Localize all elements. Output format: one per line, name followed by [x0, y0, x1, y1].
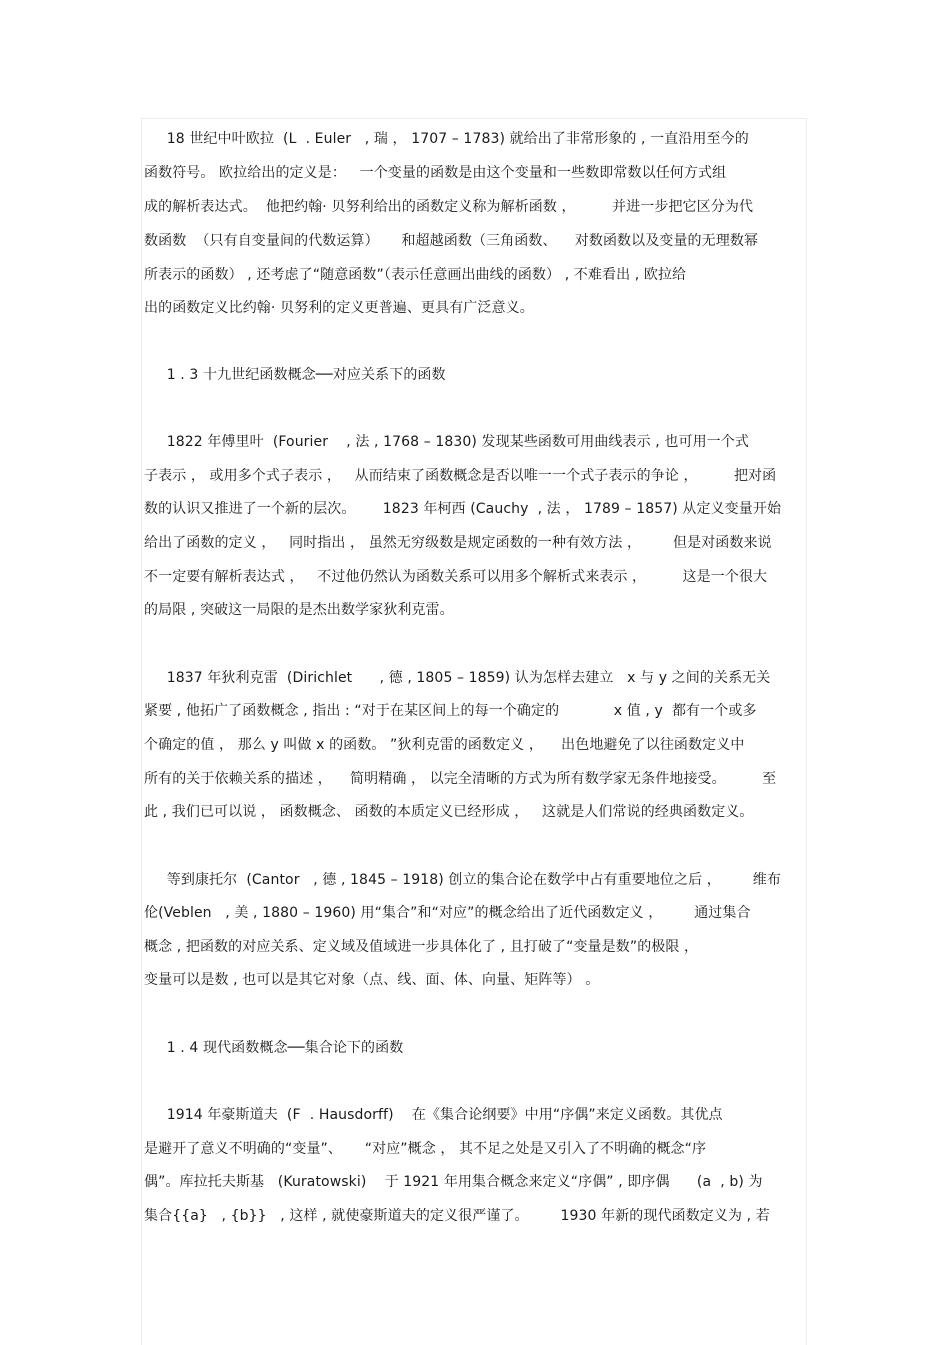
- section-heading: 1 . 3 十九世纪函数概念──对应关系下的函数: [144, 367, 446, 383]
- text-line: 伦(Veblen , 美 , 1880 – 1960) 用“集合”和“对应”的概念给出了近代函数定义 ， 通过集合: [144, 905, 751, 921]
- text-line: 变量可以是数 , 也可以是其它对象（点、线、面、体、向量、矩阵等） 。: [144, 972, 600, 988]
- text-line: 成的解析表达式。 他把约翰· 贝努利给出的函数定义称为解析函数 ， 并进一步把它区分为代: [144, 199, 754, 215]
- text-line: 概念 , 把函数的对应关系、定义域及值域进一步具体化了 , 且打破了“变量是数”的极限 ，: [144, 939, 699, 955]
- text-line: 不一定要有解析表达式 ， 不过他仍然认为函数关系可以用多个解析式来表示 ， 这是一个很大: [144, 569, 768, 585]
- text-line: 1914 年豪斯道夫 (F . Hausdorff) 在《集合论纲要》中用“序偶”来定义函数。其优点: [144, 1107, 723, 1123]
- text-line: 紧要 , 他拓广了函数概念 , 指出 : “对于在某区间上的每一个确定的 x 值 , y 都有一个或多: [144, 703, 757, 719]
- text-line: 集合{{a} , {b}} , 这样 , 就使豪斯道夫的定义很严谨了。 1930 年新的现代函数定义为 , 若: [144, 1208, 770, 1224]
- text-line: 1837 年狄利克雷 (Dirichlet , 德 , 1805 – 1859) 认为怎样去建立 x 与 y 之间的关系无关: [144, 670, 771, 686]
- text-line: 给出了函数的定义 ， 同时指出 ， 虽然无穷级数是规定函数的一种有效方法 ， 但是对函数来说: [144, 535, 772, 551]
- text-line: 的局限 , 突破这一局限的是杰出数学家狄利克雷。: [144, 602, 454, 618]
- text-line: 出的函数定义比约翰· 贝努利的定义更普遍、更具有广泛意义。: [144, 300, 534, 316]
- text-line: 个确定的值 ， 那么 y 叫做 x 的函数。 ”狄利克雷的函数定义 ， 出色地避免了以往函数定义中: [144, 737, 745, 753]
- text-line: 18 世纪中叶欧拉 (L . Euler , 瑞 ， 1707 – 1783) 就给出了非常形象的 , 一直沿用至今的: [144, 131, 749, 147]
- text-line: 此 , 我们已可以说 ， 函数概念、 函数的本质定义已经形成 ， 这就是人们常说的经典函数定义。: [144, 804, 754, 820]
- text-line: 所表示的函数） , 还考虑了“随意函数”（表示任意画出曲线的函数） , 不难看出 , 欧拉给: [144, 267, 687, 283]
- text-line: 是避开了意义不明确的“变量”、 “对应”概念 ， 其不足之处是又引入了不明确的概念“序: [144, 1141, 707, 1157]
- text-line: 所有的关于依赖关系的描述 ， 简明精确 ， 以完全清晰的方式为所有数学家无条件地接受。 至: [144, 771, 777, 787]
- text-line: 子表示 ， 或用多个式子表示 ， 从而结束了函数概念是否以唯一一个式子表示的争论 ， 把对函: [144, 468, 777, 484]
- text-line: 等到康托尔 (Cantor , 德 , 1845 – 1918) 创立的集合论在数学中占有重要地位之后 ， 维布: [144, 872, 781, 888]
- text-line: 数函数 （只有自变量间的代数运算） 和超越函数（三角函数、 对数函数以及变量的无理数幂: [144, 233, 759, 249]
- text-line: 数的认识又推进了一个新的层次。 1823 年柯西 (Cauchy , 法 ， 1789 – 1857) 从定义变量开始: [144, 501, 782, 517]
- section-heading: 1 . 4 现代函数概念──集合论下的函数: [144, 1040, 404, 1056]
- text-line: 1822 年傅里叶 (Fourier , 法 , 1768 – 1830) 发现某些函数可用曲线表示 , 也可用一个式: [144, 434, 749, 450]
- text-line: 函数符号。 欧拉给出的定义是： 一个变量的函数是由这个变量和一些数即常数以任何方式组: [144, 165, 727, 181]
- text-line: 偶”。库拉托夫斯基 (Kuratowski) 于 1921 年用集合概念来定义“序偶” , 即序偶 (a , b) 为: [144, 1174, 763, 1190]
